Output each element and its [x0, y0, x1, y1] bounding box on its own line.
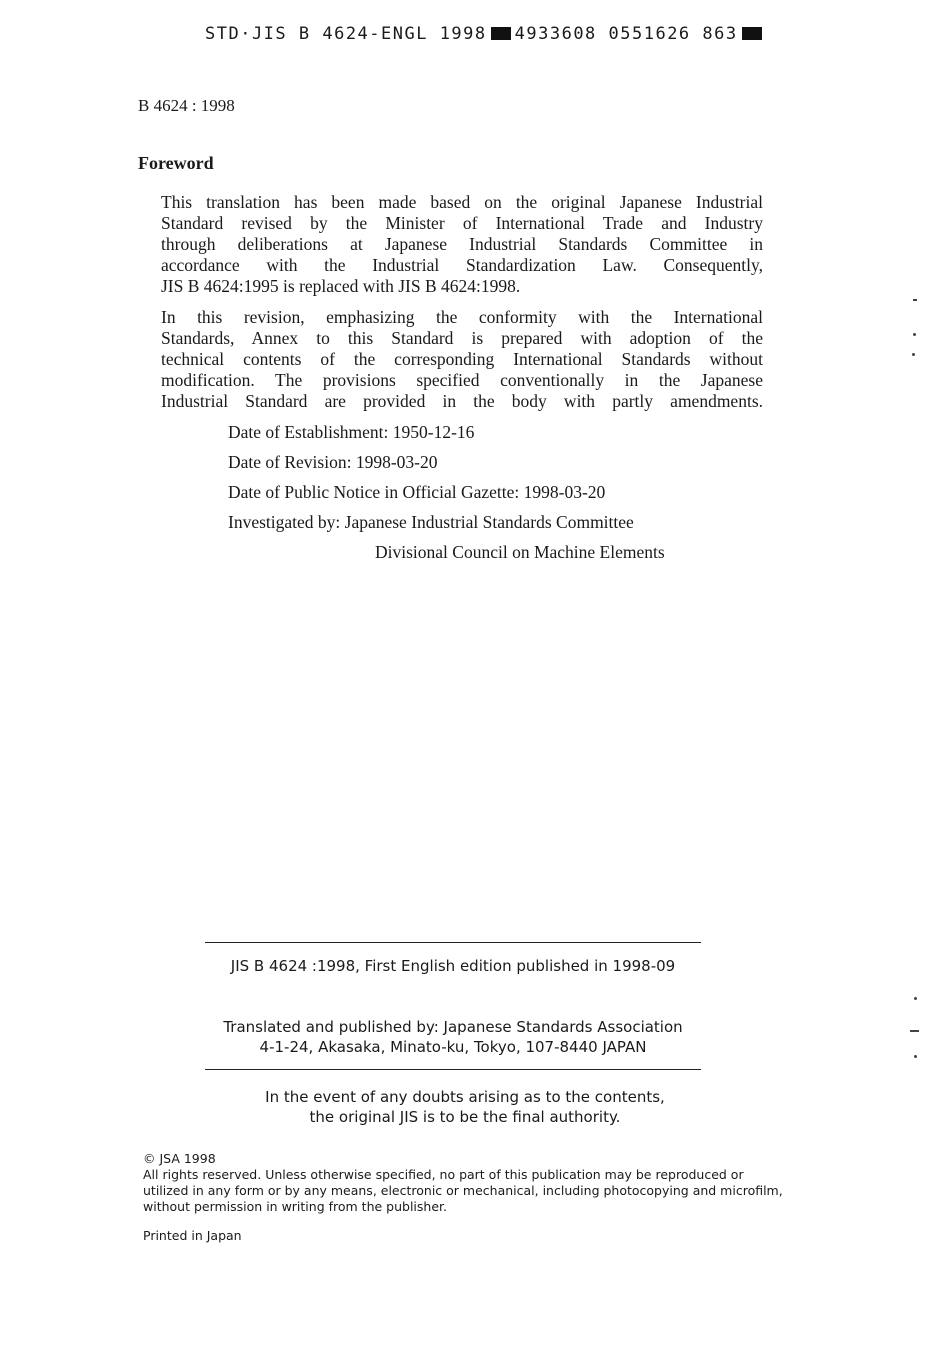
header-middle: 4933608 0551626 863 [514, 24, 738, 44]
paragraph-line: This translation has been made based on the original Japanese Industrial [161, 192, 763, 212]
foreword-heading: Foreword [138, 153, 214, 173]
authority-note [205, 1087, 725, 1127]
scan-speck [912, 353, 915, 356]
investigated-by-continued: Divisional Council on Machine Elements [375, 542, 665, 562]
paragraph-line: technical contents of the corresponding International Standards without [161, 349, 763, 369]
copyright-line-2: utilized in any form or by any means, electronic or mechanical, including photocopying and microfilm, [143, 1183, 783, 1198]
edition-info: JIS B 4624 :1998, First English edition published in 1998-09 [230, 957, 676, 975]
scan-speck [914, 997, 917, 1000]
paragraph-line: accordance with the Industrial Standardization Law. Consequently, [161, 255, 763, 275]
paragraph-line: Standard revised by the Minister of International Trade and Industry [161, 213, 763, 233]
paragraph-line: In this revision, emphasizing the conformity with the International [161, 307, 763, 327]
paragraph-line: JIS B 4624:1995 is replaced with JIS B 4624:1998. [161, 276, 521, 296]
printed-in: Printed in Japan [143, 1228, 242, 1243]
publisher-info [205, 1017, 701, 1057]
header-block-mark-end [742, 27, 762, 40]
scan-speck [914, 1055, 917, 1058]
copyright-mark: © JSA 1998 [143, 1151, 216, 1166]
top-divider [205, 942, 701, 943]
paragraph-line: Standards, Annex to this Standard is prepared with adoption of the [161, 328, 763, 348]
copyright-block [143, 1151, 783, 1215]
bottom-divider [205, 1069, 701, 1070]
date-of-establishment: Date of Establishment: 1950-12-16 [228, 422, 475, 442]
paragraph-line: Industrial Standard are provided in the body with partly amendments. [161, 391, 763, 411]
copyright-line-1: All rights reserved. Unless otherwise specified, no part of this publication may be reproduced or [143, 1167, 744, 1182]
scan-header-code [205, 24, 775, 44]
authority-line-1: In the event of any doubts arising as to the contents, [265, 1088, 665, 1106]
authority-line-2: the original JIS is to be the final authority. [309, 1108, 621, 1126]
scan-speck [910, 1030, 919, 1032]
document-number: B 4624 : 1998 [138, 96, 235, 115]
paragraph-line: modification. The provisions specified conventionally in the Japanese [161, 370, 763, 390]
paragraph-line: through deliberations at Japanese Industrial Standards Committee in [161, 234, 763, 254]
date-of-revision: Date of Revision: 1998-03-20 [228, 452, 438, 472]
foreword-paragraph-2 [161, 307, 763, 412]
scan-speck [913, 299, 917, 301]
scan-speck [913, 333, 916, 336]
copyright-line-3: without permission in writing from the publisher. [143, 1199, 447, 1214]
header-prefix: STD·JIS B 4624-ENGL 1998 [205, 24, 487, 44]
investigated-by: Investigated by: Japanese Industrial Standards Committee [228, 512, 634, 532]
publisher-line-2: 4-1-24, Akasaka, Minato-ku, Tokyo, 107-8440 JAPAN [259, 1038, 647, 1056]
foreword-paragraph-1 [161, 192, 763, 297]
header-block-mark [491, 27, 511, 40]
date-of-public-notice: Date of Public Notice in Official Gazette: 1998-03-20 [228, 482, 606, 502]
publisher-line-1: Translated and published by: Japanese Standards Association [223, 1018, 683, 1036]
